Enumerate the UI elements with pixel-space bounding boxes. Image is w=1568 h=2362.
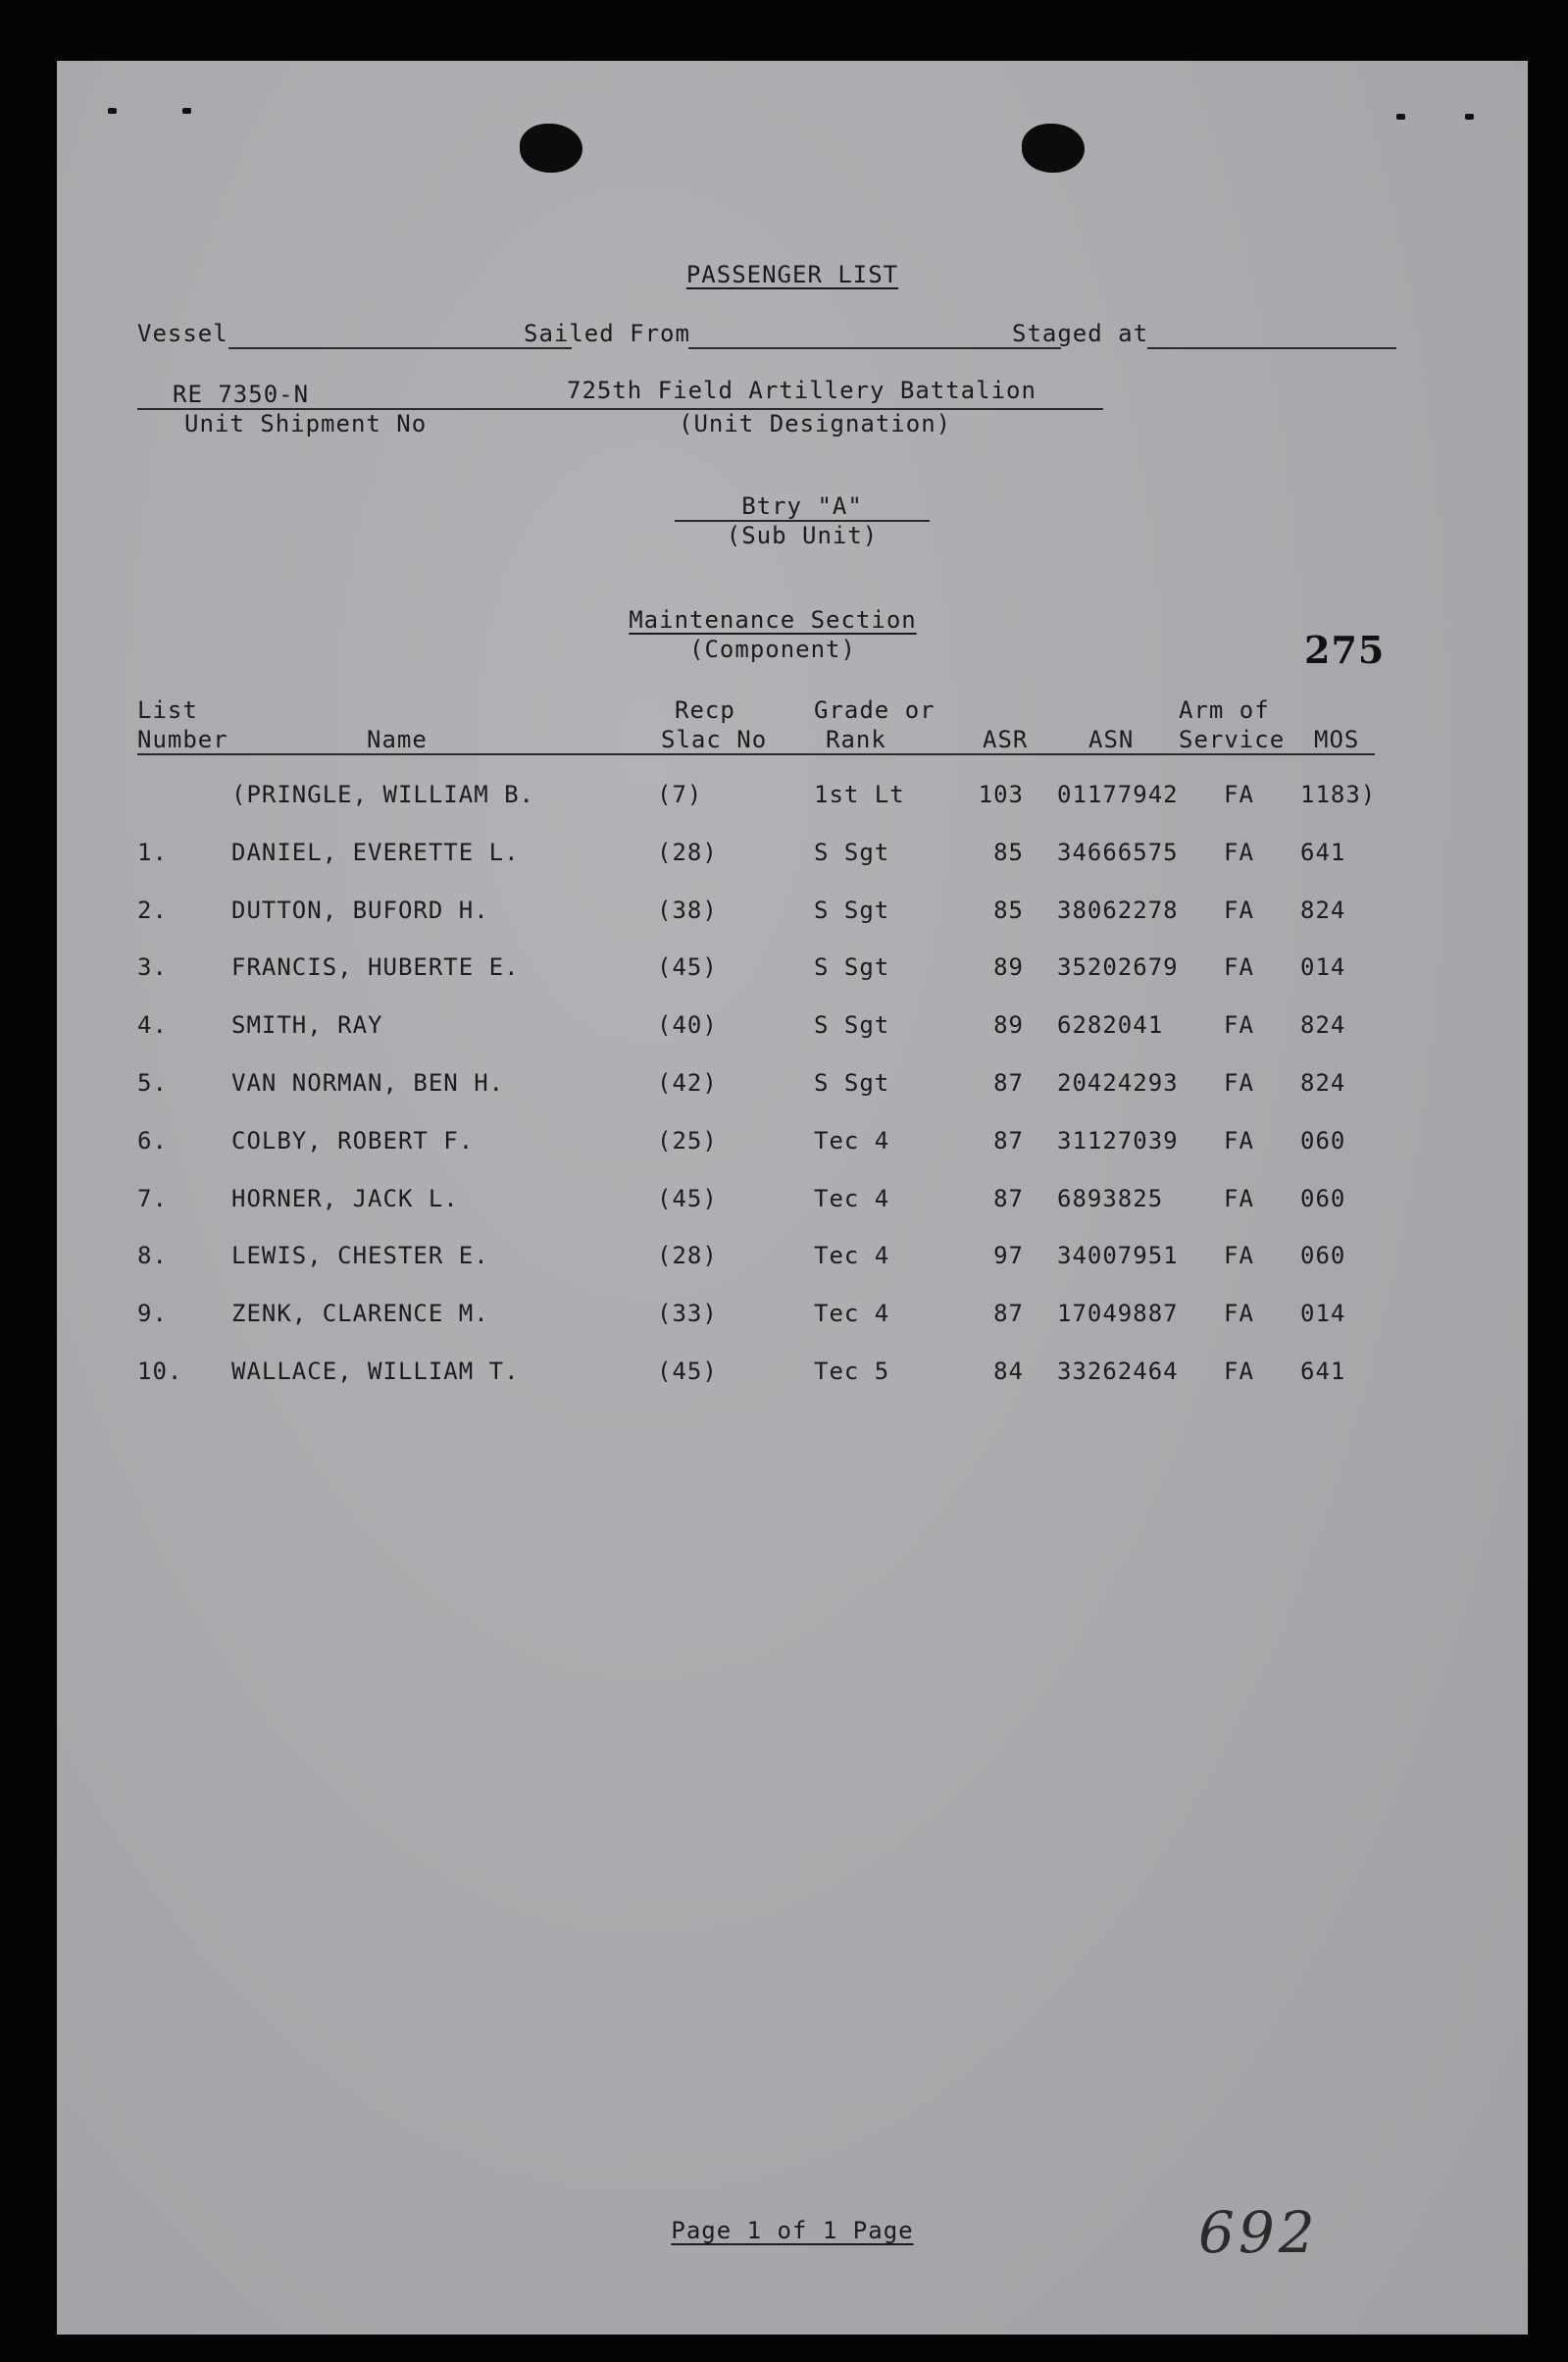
sailed-from-label: Sailed From — [524, 320, 690, 347]
cell-asn: 17049887 — [1057, 1300, 1179, 1328]
cell-recp: (45) — [657, 1184, 718, 1212]
cell-asr: 87 — [993, 1300, 1024, 1328]
table-row — [57, 1069, 1528, 1104]
cell-arm: FA — [1224, 953, 1254, 982]
col-asn: ASN — [1088, 726, 1135, 753]
cell-grade: Tec 4 — [814, 1126, 890, 1155]
sailed-from-blank — [688, 347, 1061, 349]
mark-dot — [182, 108, 191, 114]
cell-recp: (28) — [657, 838, 718, 866]
page-title: PASSENGER LIST — [685, 261, 899, 288]
cell-mos: 014 — [1300, 1300, 1346, 1328]
cell-grade: Tec 5 — [814, 1358, 890, 1385]
mark-dot — [108, 108, 117, 114]
cell-arm: FA — [1224, 838, 1254, 866]
cell-num: 8. — [137, 1242, 168, 1270]
cell-grade: Tec 4 — [814, 1300, 890, 1328]
cell-arm: FA — [1224, 1011, 1254, 1040]
cell-arm: FA — [1224, 1300, 1254, 1328]
cell-recp: (7) — [657, 781, 703, 808]
cell-name: DANIEL, EVERETTE L. — [231, 838, 520, 866]
col-recp-line1: Recp — [675, 696, 735, 724]
cell-recp: (42) — [657, 1069, 718, 1097]
cell-mos: 641 — [1300, 838, 1346, 866]
table-row — [57, 1127, 1528, 1162]
table-row — [57, 897, 1528, 932]
cell-num: 2. — [137, 896, 168, 924]
cell-grade: Tec 4 — [814, 1184, 890, 1212]
cell-mos: 060 — [1300, 1126, 1346, 1155]
cell-asr: 97 — [993, 1242, 1024, 1270]
cell-name: WALLACE, WILLIAM T. — [231, 1358, 520, 1385]
shipment-label: Unit Shipment No — [184, 410, 428, 437]
sub-unit-label: (Sub Unit) — [726, 522, 879, 549]
cell-num: 10. — [137, 1358, 183, 1385]
cell-asn: 35202679 — [1057, 953, 1179, 982]
cell-num: 5. — [137, 1069, 168, 1097]
cell-asr: 89 — [993, 953, 1024, 982]
mark-dot — [1465, 114, 1474, 120]
col-list-number-line2: Number — [137, 726, 228, 753]
staged-at-blank — [1147, 347, 1396, 349]
cell-arm: FA — [1224, 896, 1254, 924]
cell-recp: (45) — [657, 953, 718, 982]
cell-asn: 34007951 — [1057, 1242, 1179, 1270]
cell-grade: S Sgt — [814, 838, 890, 866]
col-arm-line2: Service — [1179, 726, 1286, 753]
page-footer: Page 1 of 1 Page — [671, 2217, 914, 2244]
cell-arm: FA — [1224, 1126, 1254, 1155]
punch-hole-right — [1022, 124, 1085, 173]
mark-dot — [1396, 114, 1405, 120]
cell-name: ZENK, CLARENCE M. — [231, 1300, 489, 1328]
sub-unit: Btry "A" — [741, 492, 863, 520]
cell-mos: 060 — [1300, 1184, 1346, 1212]
cell-mos: 641 — [1300, 1358, 1346, 1385]
staged-at-label: Staged at — [1012, 320, 1149, 347]
component-label: (Component) — [689, 636, 856, 663]
cell-num: 6. — [137, 1126, 168, 1155]
cell-grade: S Sgt — [814, 953, 890, 982]
cell-recp: (38) — [657, 896, 718, 924]
cell-arm: FA — [1224, 1242, 1254, 1270]
col-mos: MOS — [1314, 726, 1360, 753]
cell-arm: FA — [1224, 1184, 1254, 1212]
table-row — [57, 1011, 1528, 1047]
cell-arm: FA — [1224, 781, 1254, 808]
table-row — [57, 1242, 1528, 1277]
table-row — [57, 839, 1528, 874]
cell-recp: (25) — [657, 1126, 718, 1155]
header-rule — [137, 753, 1375, 755]
cell-name: COLBY, ROBERT F. — [231, 1126, 475, 1155]
cell-grade: Tec 4 — [814, 1242, 890, 1270]
cell-asn: 6282041 — [1057, 1011, 1164, 1040]
cell-asn: 31127039 — [1057, 1126, 1179, 1155]
table-row — [57, 1185, 1528, 1220]
cell-asr: 103 — [978, 781, 1024, 808]
cell-mos: 824 — [1300, 1069, 1346, 1097]
vessel-blank — [228, 347, 572, 349]
cell-asn: 38062278 — [1057, 896, 1179, 924]
cell-mos: 014 — [1300, 953, 1346, 982]
cell-name: (PRINGLE, WILLIAM B. — [231, 781, 534, 808]
page-stamp-number: 275 — [1304, 628, 1386, 672]
shipment-number: RE 7350-N — [173, 381, 310, 408]
col-asr: ASR — [983, 726, 1029, 753]
cell-asn: 6893825 — [1057, 1184, 1164, 1212]
col-grade-line2: Rank — [826, 726, 886, 753]
cell-mos: 1183) — [1300, 781, 1377, 808]
cell-name: SMITH, RAY — [231, 1011, 383, 1040]
cell-asn: 33262464 — [1057, 1358, 1179, 1385]
col-arm-line1: Arm of — [1179, 696, 1270, 724]
cell-asr: 87 — [993, 1126, 1024, 1155]
cell-grade: S Sgt — [814, 1011, 890, 1040]
cell-asn: 01177942 — [1057, 781, 1179, 808]
document-sheet — [57, 61, 1528, 2335]
punch-hole-left — [520, 124, 582, 173]
table-row — [57, 1358, 1528, 1393]
cell-num: 9. — [137, 1300, 168, 1328]
col-list-number-line1: List — [137, 696, 198, 724]
unit-designation-label: (Unit Designation) — [679, 410, 952, 437]
cell-name: DUTTON, BUFORD H. — [231, 896, 489, 924]
cell-mos: 060 — [1300, 1242, 1346, 1270]
cell-asn: 20424293 — [1057, 1069, 1179, 1097]
cell-asr: 85 — [993, 838, 1024, 866]
cell-recp: (45) — [657, 1358, 718, 1385]
cell-name: FRANCIS, HUBERTE E. — [231, 953, 520, 982]
component: Maintenance Section — [629, 606, 917, 634]
cell-name: LEWIS, CHESTER E. — [231, 1242, 489, 1270]
cell-asr: 84 — [993, 1358, 1024, 1385]
col-grade-line1: Grade or — [814, 696, 936, 724]
cell-mos: 824 — [1300, 1011, 1346, 1040]
cell-mos: 824 — [1300, 896, 1346, 924]
cell-arm: FA — [1224, 1069, 1254, 1097]
vessel-label: Vessel — [137, 320, 228, 347]
cell-name: HORNER, JACK L. — [231, 1184, 459, 1212]
table-row — [57, 1300, 1528, 1335]
cell-asr: 89 — [993, 1011, 1024, 1040]
col-recp-line2: Slac No — [661, 726, 768, 753]
cell-num: 3. — [137, 953, 168, 982]
col-name: Name — [367, 726, 428, 753]
cell-recp: (33) — [657, 1300, 718, 1328]
cell-asr: 87 — [993, 1069, 1024, 1097]
cell-arm: FA — [1224, 1358, 1254, 1385]
cell-grade: S Sgt — [814, 896, 890, 924]
cell-num: 4. — [137, 1011, 168, 1040]
unit-designation: 725th Field Artillery Battalion — [567, 377, 1037, 404]
cell-num: 1. — [137, 838, 168, 866]
cell-grade: S Sgt — [814, 1069, 890, 1097]
cell-grade: 1st Lt — [814, 781, 905, 808]
cell-asn: 34666575 — [1057, 838, 1179, 866]
cell-asr: 85 — [993, 896, 1024, 924]
cell-asr: 87 — [993, 1184, 1024, 1212]
cell-recp: (28) — [657, 1242, 718, 1270]
cell-recp: (40) — [657, 1011, 718, 1040]
table-row — [57, 953, 1528, 989]
cell-num: 7. — [137, 1184, 168, 1212]
table-row — [57, 781, 1528, 816]
cell-name: VAN NORMAN, BEN H. — [231, 1069, 505, 1097]
handwritten-number: 692 — [1198, 2199, 1319, 2266]
